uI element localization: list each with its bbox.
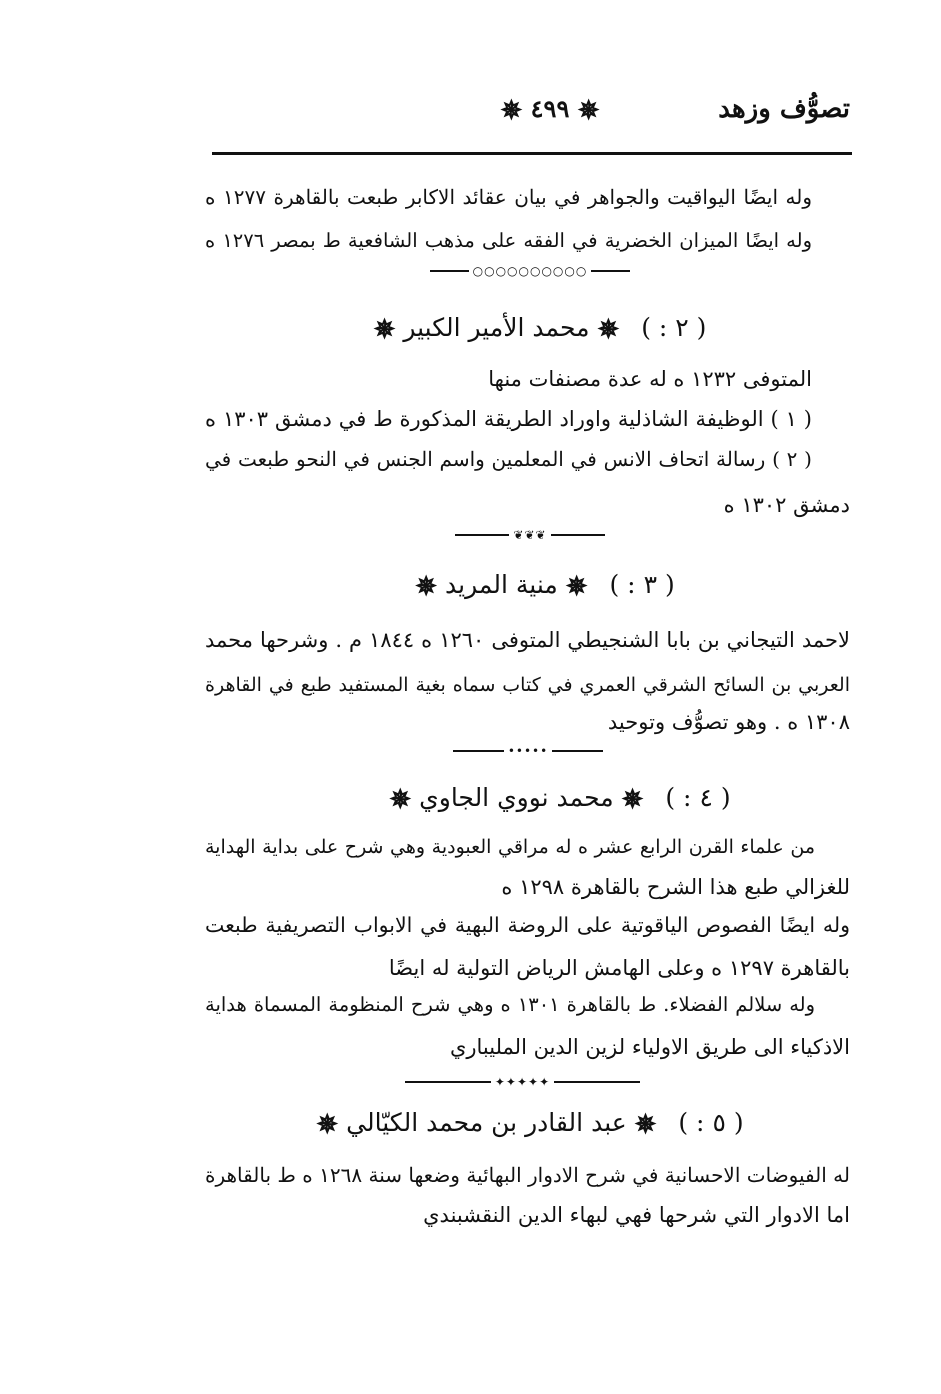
body-line: ١٣٠٨ ه . وهو تصوُّف وتوحيد	[607, 710, 850, 734]
ornament-star-icon: ✵	[373, 314, 396, 345]
body-line: وله ايضًا الفصوص الياقوتية على الروضة البهية في الابواب التصريفية طبعت	[205, 913, 850, 937]
ornament-star-icon: ✵	[565, 571, 588, 602]
section-title: عبد القادر بن محمد الكيّالي	[346, 1108, 627, 1137]
section-title: محمد الأمير الكبير	[403, 313, 590, 342]
running-header	[215, 92, 850, 142]
body-line: العربي بن السائح الشرقي العمري في كتاب سماه بغية المستفيد طبع في القاهرة	[205, 674, 850, 696]
body-line: الاذكياء الى طريق الاولياء لزين الدين المليباري	[449, 1035, 850, 1059]
body-line: بالقاهرة ١٢٩٧ ه وعلى الهامش الرياض التولية له ايضًا	[388, 956, 850, 980]
ornament-star-icon: ✵	[316, 1109, 339, 1140]
section-heading	[380, 567, 710, 605]
ornament-star-icon: ✵	[415, 571, 438, 602]
body-line: وله سلالم الفضلاء. ط بالقاهرة ١٣٠١ ه وهي شرح المنظومة المسماة هداية	[205, 993, 815, 1016]
body-line: له الفيوضات الاحسانية في شرح الادوار البهائية وضعها سنة ١٢٦٨ ه ط بالقاهرة	[205, 1163, 850, 1187]
section-divider: •••••	[453, 745, 603, 757]
section-number: ( ٥ : )	[678, 1108, 744, 1137]
ornament-star-icon: ✵	[597, 314, 620, 345]
section-divider: ○○○○○○○○○○	[430, 265, 630, 277]
page-number-group	[470, 94, 630, 126]
body-line: ( ١ ) الوظيفة الشاذلية واوراد الطريقة المذكورة ط في دمشق ١٣٠٣ ه	[205, 407, 812, 431]
body-line: للغزالي طبع هذا الشرح بالقاهرة ١٢٩٨ ه	[501, 875, 850, 899]
section-heading	[360, 780, 760, 818]
section-heading	[330, 310, 750, 348]
body-line: لاحمد التيجاني بن بابا الشنجيطي المتوفى ١٢٦٠ ه ١٨٤٤ م . وشرحها محمد	[205, 628, 850, 652]
section-title: منية المريد	[445, 570, 558, 599]
intro-line: وله ايضًا الميزان الخضرية في الفقه على مذهب الشافعية ط بمصر ١٢٧٦ ه	[205, 229, 812, 252]
section-title: محمد نووي الجاوي	[419, 783, 614, 812]
ornament-star-icon: ✵	[621, 784, 644, 815]
body-line: من علماء القرن الرابع عشر ه له مراقي العبودية وهي شرح على بداية الهداية	[205, 836, 815, 858]
ornament-star-icon: ✵	[577, 95, 600, 126]
section-divider: ❦❦❦	[455, 529, 605, 541]
page-number: ٤٩٩	[530, 94, 570, 123]
section-divider: ✦✦✦✦✦	[405, 1076, 640, 1088]
header-title: تصوُّف وزهد	[718, 94, 850, 124]
body-line: دمشق ١٣٠٢ ه	[723, 493, 850, 517]
intro-line: وله ايضًا اليواقيت والجواهر في بيان عقائد الاكابر طبعت بالقاهرة ١٢٧٧ ه	[205, 185, 812, 209]
ornament-star-icon: ✵	[389, 784, 412, 815]
section-number: ( ٣ : )	[609, 570, 675, 599]
section-number: ( ٤ : )	[665, 783, 731, 812]
section-number: ( ٢ : )	[641, 313, 707, 342]
body-line: المتوفى ١٢٣٢ ه له عدة مصنفات منها	[488, 367, 812, 391]
header-rule	[212, 152, 852, 155]
ornament-star-icon: ✵	[634, 1109, 657, 1140]
ornament-star-icon: ✵	[500, 95, 523, 126]
body-line: ( ٢ ) رسالة اتحاف الانس في المعلمين واسم الجنس في النحو طبعت في	[205, 447, 812, 471]
section-heading	[280, 1105, 780, 1143]
body-line: اما الادوار التي شرحها فهي لبهاء الدين النقشبندي	[423, 1203, 850, 1227]
